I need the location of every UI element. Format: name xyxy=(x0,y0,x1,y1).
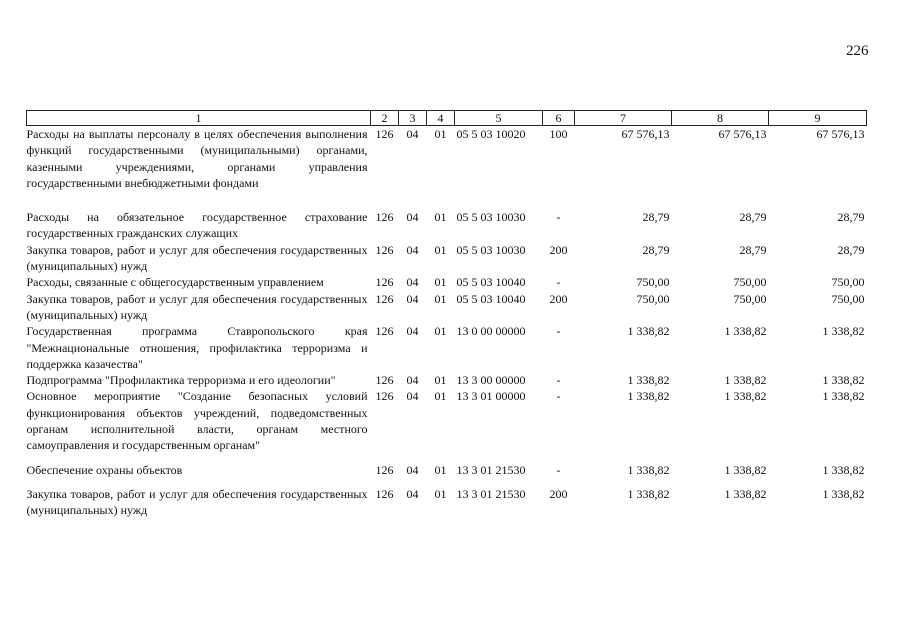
column-number-row xyxy=(27,111,867,126)
expense-type-code: - xyxy=(556,210,561,225)
target-article-code: 13 3 01 00000 xyxy=(456,389,526,404)
amount-col8: 1 338,82 xyxy=(724,462,767,477)
expense-type-code: 100 xyxy=(549,127,568,141)
column-number: 9 xyxy=(769,111,867,126)
target-article-code: 13 3 01 21530 xyxy=(456,486,526,501)
amount-col9: 1 338,82 xyxy=(822,373,865,388)
ministry-code: 126 xyxy=(375,127,394,141)
subsection-code: 01 xyxy=(434,127,447,141)
row-spacer xyxy=(27,191,867,209)
amount-col7: 67 576,13 xyxy=(621,127,670,141)
amount-col9: 1 338,82 xyxy=(822,462,865,477)
amount-col8: 1 338,82 xyxy=(724,389,767,404)
section-code: 04 xyxy=(406,210,419,225)
section-code: 04 xyxy=(406,373,419,388)
expense-name: Закупка товаров, работ и услуг для обеспечения государственных (муниципальных) нужд xyxy=(26,242,368,274)
subsection-code: 01 xyxy=(434,291,447,306)
amount-col7: 1 338,82 xyxy=(627,389,670,404)
table-row xyxy=(27,274,867,290)
table-row xyxy=(27,323,867,372)
section-code: 04 xyxy=(406,462,419,477)
amount-col7: 28,79 xyxy=(642,210,670,225)
ministry-code: 126 xyxy=(375,462,394,477)
amount-col7: 1 338,82 xyxy=(627,486,670,501)
budget-table xyxy=(26,110,867,519)
subsection-code: 01 xyxy=(434,210,447,225)
amount-col7: 28,79 xyxy=(642,242,670,257)
target-article-code: 13 0 00 00000 xyxy=(456,324,526,339)
table-row xyxy=(27,242,867,275)
ministry-code: 126 xyxy=(375,486,394,501)
expense-type-code: - xyxy=(556,275,561,290)
subsection-code: 01 xyxy=(434,324,447,339)
expense-name: Закупка товаров, работ и услуг для обеспечения государственных (муниципальных) нужд xyxy=(26,291,368,322)
expense-type-code: 200 xyxy=(549,242,568,257)
ministry-code: 126 xyxy=(375,291,394,306)
expense-name: Расходы, связанные с общегосударственным управлением xyxy=(26,275,324,290)
ministry-code: 126 xyxy=(375,324,394,339)
amount-col7: 1 338,82 xyxy=(627,462,670,477)
row-spacer xyxy=(27,478,867,486)
column-number: 2 xyxy=(371,111,399,126)
column-number: 8 xyxy=(672,111,769,126)
subsection-code: 01 xyxy=(434,486,447,501)
target-article-code: 05 5 03 10040 xyxy=(456,275,526,290)
table-row xyxy=(27,462,867,478)
section-code: 04 xyxy=(406,275,419,290)
amount-col7: 1 338,82 xyxy=(627,373,670,388)
subsection-code: 01 xyxy=(434,389,447,404)
ministry-code: 126 xyxy=(375,210,394,225)
ministry-code: 126 xyxy=(375,373,394,388)
amount-col8: 1 338,82 xyxy=(724,373,767,388)
target-article-code: 13 3 00 00000 xyxy=(456,373,526,388)
table-row xyxy=(27,126,867,192)
column-number: 5 xyxy=(455,111,543,126)
column-number: 7 xyxy=(575,111,672,126)
amount-col9: 750,00 xyxy=(831,291,865,306)
table-row xyxy=(27,209,867,242)
ministry-code: 126 xyxy=(375,275,394,290)
expense-name: Основное мероприятие "Создание безопасных условий функционирования объектов учреждений, подведомственных органам исполнительной власти, органам местного самоуправления и государственным органам" xyxy=(26,389,368,453)
target-article-code: 05 5 03 10030 xyxy=(456,210,526,225)
amount-col9: 750,00 xyxy=(831,275,865,290)
section-code: 04 xyxy=(406,242,419,257)
amount-col8: 28,79 xyxy=(739,242,767,257)
amount-col8: 1 338,82 xyxy=(724,324,767,339)
expense-type-code: - xyxy=(556,324,561,339)
expense-name: Государственная программа Ставропольского края "Межнациональные отношения, профилактика терроризма и поддержка казачества" xyxy=(26,324,368,371)
expense-type-code: 200 xyxy=(549,486,568,501)
amount-col9: 1 338,82 xyxy=(822,389,865,404)
amount-col8: 750,00 xyxy=(733,275,767,290)
expense-type-code: - xyxy=(556,389,561,404)
amount-col9: 1 338,82 xyxy=(822,486,865,501)
amount-col8: 67 576,13 xyxy=(718,127,767,141)
target-article-code: 05 5 03 10030 xyxy=(456,242,526,257)
ministry-code: 126 xyxy=(375,389,394,404)
expense-type-code: - xyxy=(556,462,561,477)
table-row xyxy=(27,372,867,388)
subsection-code: 01 xyxy=(434,373,447,388)
table-row xyxy=(27,388,867,453)
column-number: 3 xyxy=(399,111,427,126)
expense-name: Обеспечение охраны объектов xyxy=(26,462,183,477)
expense-name: Расходы на обязательное государственное страхование государственных гражданских служащих xyxy=(26,210,368,241)
target-article-code: 05 5 03 10020 xyxy=(456,127,526,141)
section-code: 04 xyxy=(406,127,419,141)
section-code: 04 xyxy=(406,291,419,306)
section-code: 04 xyxy=(406,389,419,404)
expense-name: Подпрограмма "Профилактика терроризма и его идеологии" xyxy=(26,373,336,388)
target-article-code: 05 5 03 10040 xyxy=(456,291,526,306)
amount-col8: 1 338,82 xyxy=(724,486,767,501)
column-number: 6 xyxy=(543,111,575,126)
row-spacer xyxy=(27,454,867,462)
section-code: 04 xyxy=(406,486,419,501)
amount-col7: 1 338,82 xyxy=(627,324,670,339)
amount-col7: 750,00 xyxy=(636,291,670,306)
amount-col9: 67 576,13 xyxy=(816,127,865,141)
amount-col9: 28,79 xyxy=(837,210,865,225)
amount-col7: 750,00 xyxy=(636,275,670,290)
expense-name: Расходы на выплаты персоналу в целях обеспечения выполнения функций государственными (муниципальными) органами, казенными учреждениями, органами управления государственными внебюджетными фондами xyxy=(26,127,368,190)
subsection-code: 01 xyxy=(434,275,447,290)
column-number: 4 xyxy=(427,111,455,126)
amount-col8: 28,79 xyxy=(739,210,767,225)
target-article-code: 13 3 01 21530 xyxy=(456,462,526,477)
ministry-code: 126 xyxy=(375,242,394,257)
subsection-code: 01 xyxy=(434,462,447,477)
amount-col8: 750,00 xyxy=(733,291,767,306)
column-number: 1 xyxy=(27,111,371,126)
table-row xyxy=(27,291,867,324)
amount-col9: 28,79 xyxy=(837,242,865,257)
amount-col9: 1 338,82 xyxy=(822,324,865,339)
expense-name: Закупка товаров, работ и услуг для обеспечения государственных (муниципальных) нужд xyxy=(26,486,368,518)
expense-type-code: 200 xyxy=(549,291,568,306)
page-number: 226 xyxy=(846,43,869,59)
section-code: 04 xyxy=(406,324,419,339)
expense-type-code: - xyxy=(556,373,561,388)
subsection-code: 01 xyxy=(434,242,447,257)
table-row xyxy=(27,486,867,519)
